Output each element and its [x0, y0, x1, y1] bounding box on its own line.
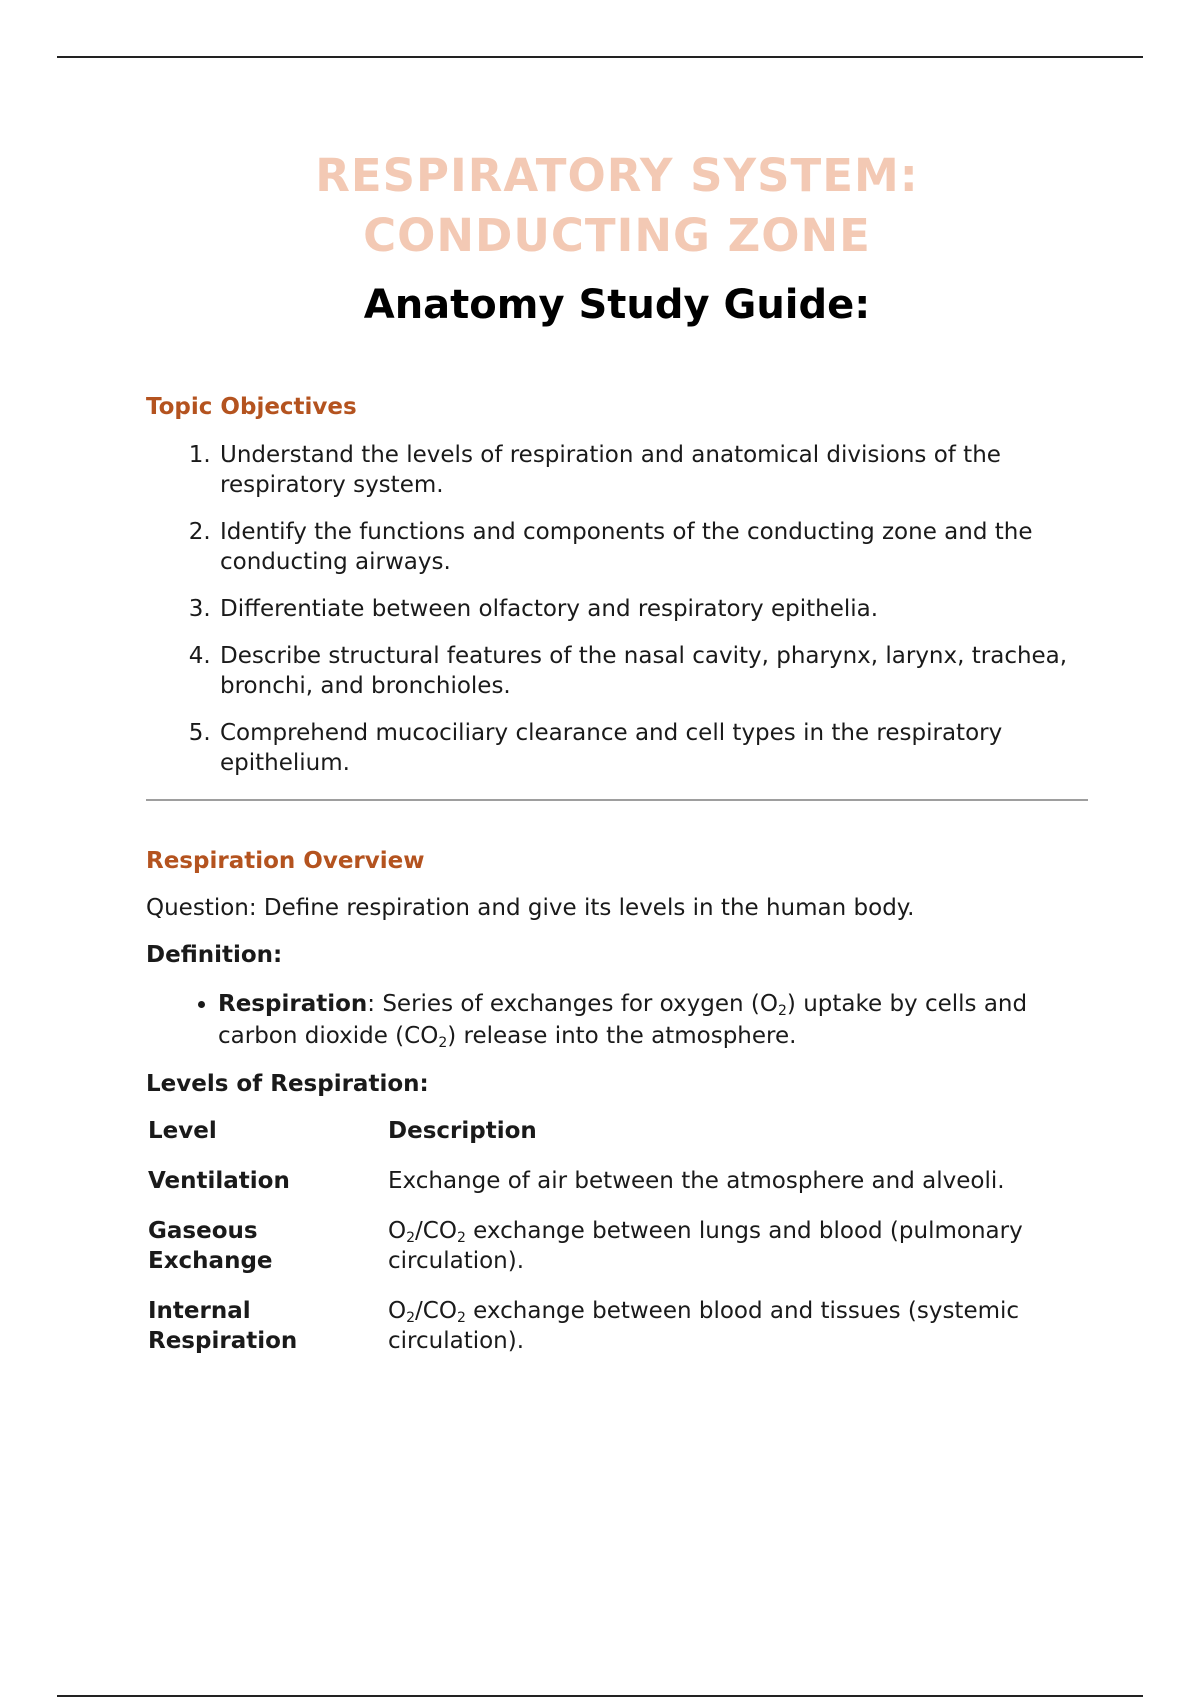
cell-text: O	[388, 1298, 407, 1324]
overview-heading: Respiration Overview	[146, 848, 425, 874]
objective-item: 3. Differentiate between olfactory and respiratory epithelia.	[218, 594, 1088, 624]
cell-text: /CO	[415, 1218, 457, 1244]
table-header-row	[146, 1116, 1088, 1166]
objective-item: 4. Describe structural features of the nasal cavity, pharynx, larynx, trachea, bronchi, and bronchioles.	[218, 641, 1088, 701]
document-title	[146, 146, 1088, 266]
table-row	[146, 1166, 1088, 1216]
objectives-list	[146, 440, 1088, 795]
title-line-1: RESPIRATORY SYSTEM:	[315, 149, 919, 202]
cell-text: O	[388, 1218, 407, 1244]
objective-item: 1. Understand the levels of respiration and anatomical divisions of the respiratory system.	[218, 440, 1088, 500]
subscript: 2	[406, 1310, 416, 1326]
subscript: 2	[456, 1310, 466, 1326]
top-rule	[57, 56, 1143, 58]
description-cell	[386, 1296, 1088, 1376]
column-header: Description	[388, 1118, 537, 1144]
level-cell: Gaseous Exchange	[148, 1218, 273, 1274]
table-row	[146, 1296, 1088, 1376]
level-cell: Internal Respiration	[148, 1298, 298, 1354]
title-line-2: CONDUCTING ZONE	[363, 209, 871, 262]
section-divider	[146, 799, 1088, 801]
definition-text: : Series of exchanges for oxygen (O	[367, 991, 778, 1017]
document-subtitle: Anatomy Study Guide:	[363, 282, 871, 328]
definition-list	[146, 988, 1088, 1052]
subscript: 2	[777, 1003, 787, 1019]
objective-item: 5. Comprehend mucociliary clearance and cell types in the respiratory epithelium.	[218, 718, 1088, 778]
bottom-rule	[57, 1695, 1143, 1697]
objective-item: 2. Identify the functions and components of the conducting zone and the conducting airways.	[218, 517, 1088, 577]
objectives-heading: Topic Objectives	[146, 394, 357, 420]
subscript: 2	[438, 1035, 448, 1051]
definition-term: Respiration	[218, 991, 368, 1017]
cell-text: exchange between lungs and blood (pulmonary circulation).	[388, 1218, 1023, 1274]
question-text: Question: Define respiration and give its levels in the human body.	[146, 895, 915, 921]
column-header: Level	[148, 1118, 217, 1144]
description-cell	[386, 1216, 1088, 1296]
description-cell: Exchange of air between the atmosphere and alveoli.	[388, 1168, 1005, 1194]
subscript: 2	[456, 1230, 466, 1246]
subscript: 2	[406, 1230, 416, 1246]
levels-label: Levels of Respiration:	[146, 1071, 429, 1097]
cell-text: exchange between blood and tissues (systemic circulation).	[388, 1298, 1020, 1354]
definition-item	[218, 988, 1088, 1052]
level-cell: Ventilation	[148, 1168, 290, 1194]
table-row	[146, 1216, 1088, 1296]
cell-text: /CO	[415, 1298, 457, 1324]
definition-label: Definition:	[146, 942, 283, 968]
definition-text: ) uptake by cells and carbon dioxide (CO	[218, 991, 1028, 1049]
definition-text: ) release into the atmosphere.	[447, 1023, 797, 1049]
levels-table	[146, 1116, 1088, 1376]
